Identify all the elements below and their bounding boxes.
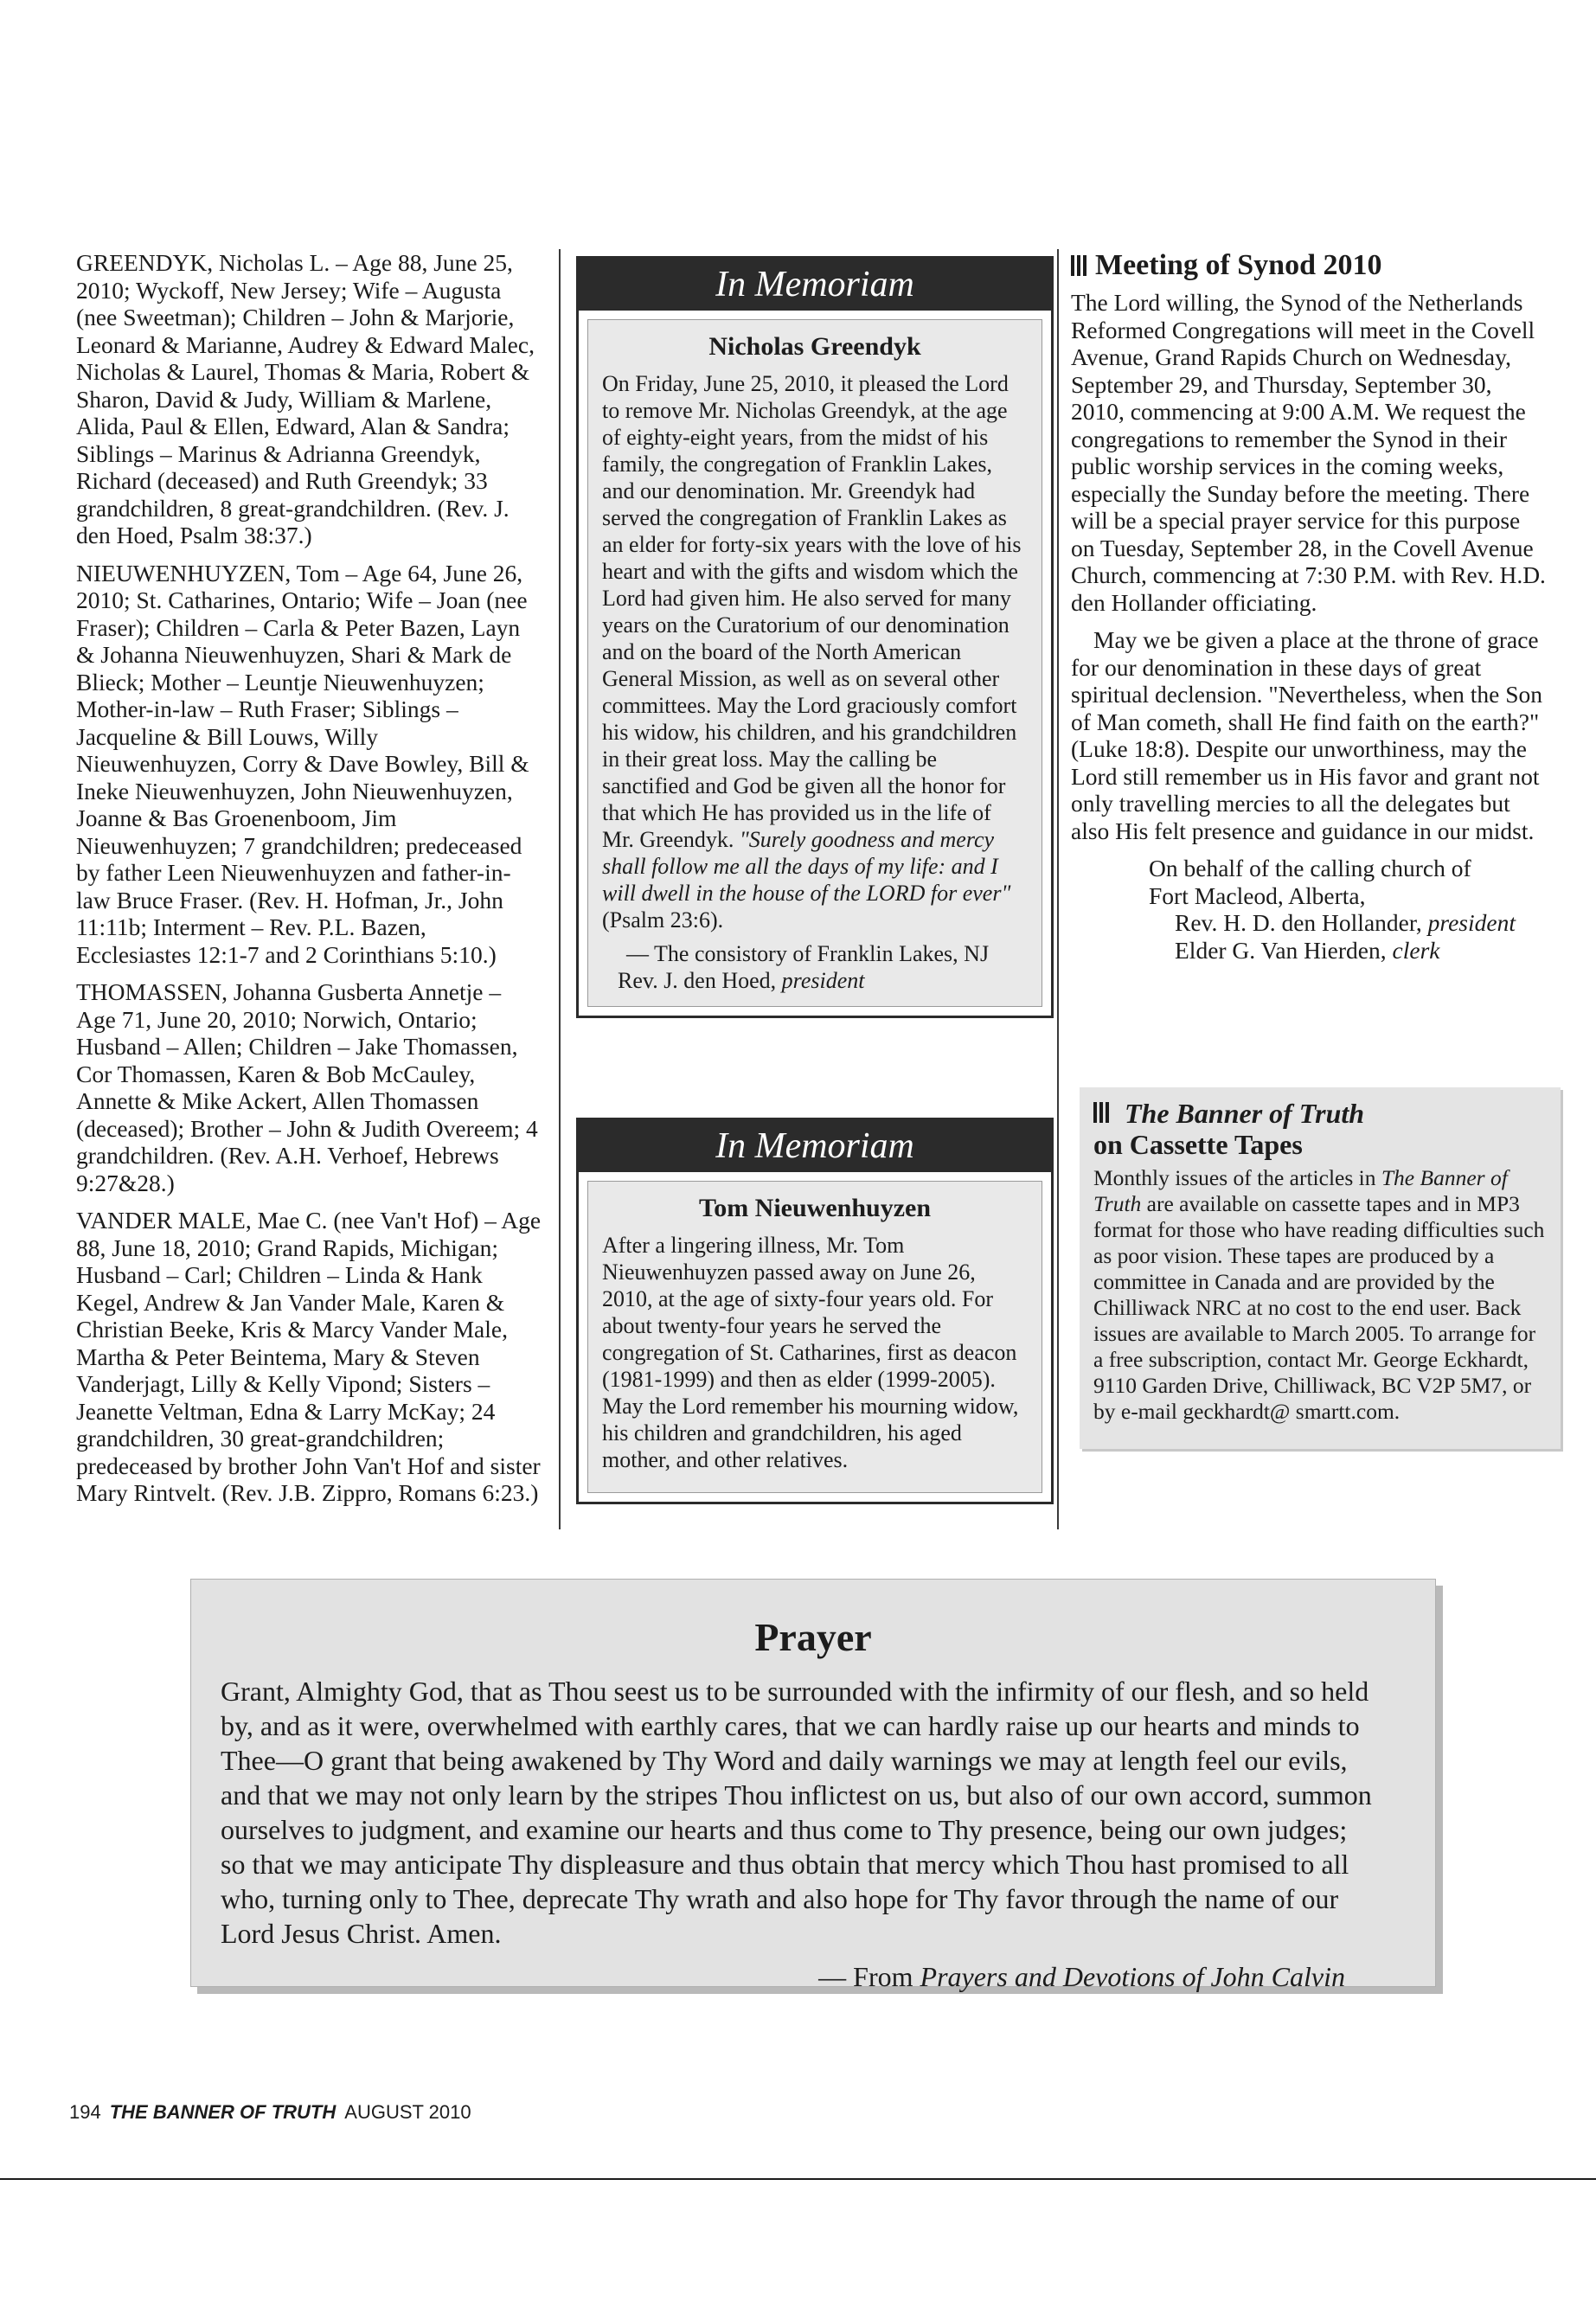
obituary-nieuwenhuyzen: NIEUWENHUYZEN, Tom – Age 64, June 26, 2010; St. Catharines, Ontario; Wife – Joan (nee Fraser); Children – Carla & Peter Bazen, Layn & Johanna Nieuwenhuyzen, Shari & Mark de Blieck; Mother – Leuntje Nieuwenhuyzen; Mother-in-law – Ruth Fraser; Siblings – Jacqueline & Bill Louws, Willy Nieuwenhuyzen, Corry & Dave Bowley, Bill & Ineke Nieuwenhuyzen, John Nieuwenhuyzen, Joanne & Bas Groenenboom, Jim Nieuwenhuyzen; 7 grandchildren; predeceased by father Leen Nieuwenhuyzen and father-in-law Bruce Fraser. (Rev. H. Hofman, Jr., John 11:11b; Interment – Rev. P.L. Bazen, Ecclesiastes 12:1-7 and 2 Corinthians 5:10.): [76, 559, 529, 968]
synod-sign-president: [1175, 909, 1547, 937]
synod-sign-line-1: On behalf of the calling church of: [1149, 855, 1471, 881]
cassette-title-rest: on Cassette Tapes: [1093, 1129, 1303, 1160]
memoriam-box-greendyk: [576, 256, 1054, 1018]
memoriam-body: [602, 370, 1028, 933]
cassette-body: [1093, 1165, 1550, 1425]
memoriam-signature: [618, 967, 1028, 994]
memoriam-quote-ref: (Psalm 23:6).: [602, 907, 724, 933]
memoriam-signature-name: Rev. J. den Hoed,: [618, 968, 777, 993]
prayer-box: [190, 1579, 1436, 1992]
bottom-edge-line: [0, 2178, 1596, 2180]
magazine-name: THE BANNER OF TRUTH: [109, 2101, 337, 2123]
cassette-tapes-box: [1080, 1087, 1561, 1449]
issue-date: AUGUST 2010: [344, 2101, 471, 2123]
cassette-body-pre: Monthly issues of the articles in: [1093, 1165, 1376, 1190]
cassette-heading: [1093, 1098, 1550, 1160]
page-footer: [69, 2101, 471, 2124]
prayer-source: [191, 1959, 1345, 1994]
obituaries-column: [76, 249, 543, 1517]
synod-sign-line-2: Fort Macleod, Alberta,: [1149, 881, 1366, 909]
cassette-title-italic: The Banner of Truth: [1125, 1098, 1365, 1129]
synod-paragraph-2: May we be given a place at the throne of grace for our denomination in these days of great spiritual declension. "Nevertheless, when the Son of Man cometh, shall He find faith on the earth?" (Luke 18:8). Despite our unworthiness, may the Lord still remember us in His favor and grant not only travelling mercies to all the delegates but also His felt presence and guidance in our midst.: [1071, 626, 1543, 844]
synod-signature-block: [1149, 855, 1547, 964]
prayer-title: Prayer: [754, 1615, 872, 1659]
obituary-greendyk: GREENDYK, Nicholas L. – Age 88, June 25, 2010; Wyckoff, New Jersey; Wife – Augusta (nee Sweetman); Children – John & Marjorie, Leonard & Marianne, Audrey & Edward Malec, Nicholas & Laurel, Thomas & Maria, Robert & Sharon, David & Judy, William & Marlene, Alida, Paul & Ellen, Edward, Alan & Sandra; Siblings – Marinus & Adrianna Greendyk, Richard (deceased) and Ruth Greendyk; 33 grandchildren, 8 great-grandchildren. (Rev. J. den Hoed, Psalm 38:37.): [76, 249, 535, 548]
synod-sign-clerk-name: Elder G. Van Hierden,: [1175, 936, 1387, 964]
memoriam-header: In Memoriam: [579, 1120, 1051, 1172]
memoriam-header: In Memoriam: [579, 259, 1051, 311]
prayer-text: Grant, Almighty God, that as Thou seest us to be surrounded with the infirmity of our flesh, and so held by, and as it were, overwhelmed with earthly cares, that we can hardly raise up our hearts and minds to Thee—O grant that being awakened by Thy Word and daily warnings we may at length feel our evils, and that we may not only learn by the stripes Thou inflictest on us, but also of our own accord, summon ourselves to judgment, and examine our hearts and thus come to Thy presence, being our own judges; so that we may anticipate Thy displeasure and thus obtain that mercy which Thou hast promised to all who, turning only to Thee, deprecate Thy wrath and also hope for Thy favor through the name of our Lord Jesus Christ. Amen.: [221, 1676, 1372, 1949]
synod-sign-president-name: Rev. H. D. den Hollander,: [1175, 909, 1422, 936]
obituary-thomassen: THOMASSEN, Johanna Gusberta Annetje – Age 71, June 20, 2010; Norwich, Ontario; Husband – Allen; Children – Jake Thomassen, Cor Thomassen, Karen & Bob McCauley, Annette & Mike Ackert, Allen Thomassen (deceased); Brother – John & Judith Overeem; 4 grandchildren. (Rev. A.H. Verhoef, Hebrews 9:27&28.): [76, 978, 538, 1196]
memoriam-signature-line: — The consistory of Franklin Lakes, NJ: [626, 941, 990, 966]
synod-paragraph-1: The Lord willing, the Synod of the Netherlands Reformed Congregations will meet in the Covell Avenue, Grand Rapids Church on Wednesday, September 29, and Thursday, September 30, 2010, commencing at 9:00 A.M. We request the congregations to remember the Synod in their public worship services in the coming weeks, especially the Sunday before the meeting. There will be a special prayer service for this purpose on Tuesday, September 28, in the Covell Avenue Church, commencing at 7:30 P.M. with Rev. H.D. den Hollander officiating.: [1071, 289, 1546, 616]
synod-sign-clerk-title: clerk: [1392, 936, 1440, 964]
synod-heading: [1071, 249, 1547, 282]
memoriam-inner: [587, 319, 1042, 1007]
column-divider-right: [1057, 249, 1059, 1529]
column-divider-left: [559, 249, 561, 1529]
synod-section: [1071, 249, 1547, 964]
prayer-source-title: Prayers and Devotions of John Calvin: [920, 1961, 1345, 1992]
section-bars-icon: [1071, 255, 1086, 276]
memoriam-inner: [587, 1181, 1042, 1493]
memoriam-name: Tom Nieuwenhuyzen: [698, 1194, 932, 1222]
cassette-body-italic: The Banner of Truth: [1093, 1165, 1508, 1216]
prayer-source-pre: — From: [818, 1961, 913, 1992]
memoriam-body: After a lingering illness, Mr. Tom Nieuwenhuyzen passed away on June 26, 2010, at the age of sixty-four years old. For about twenty-four years he served the congregation of St. Catharines, first as deacon (1981-1999) and then as elder (1999-2005). May the Lord remember his mourning widow, his children and grandchildren, his aged mother, and other relatives.: [602, 1233, 1019, 1472]
page-number: 194: [69, 2101, 101, 2123]
memoriam-box-nieuwenhuyzen: [576, 1118, 1054, 1504]
memoriam-name: Nicholas Greendyk: [708, 332, 921, 361]
synod-sign-clerk: [1175, 937, 1547, 965]
memoriam-quote: "Surely goodness and mercy shall follow me all the days of my life: and I will dwell in the house of the LORD for ever": [602, 827, 1011, 906]
cassette-body-post: are available on cassette tapes and in MP3 format for those who have reading difficulties such as poor vision. These tapes are produced by a committee in Canada and are provided by the Chilliwack NRC at no cost to the end user. Back issues are available to March 2005. To arrange for a free subscription, contact Mr. George Eckhardt, 9110 Garden Drive, Chilliwack, BC V2P 5M7, or by e-mail geckhardt@ smartt.com.: [1093, 1191, 1545, 1424]
obituary-vander-male: VANDER MALE, Mae C. (nee Van't Hof) – Age 88, June 18, 2010; Grand Rapids, Michigan; Husband – Carl; Children – Linda & Hank Kegel, Andrew & Jan Vander Male, Karen & Christian Beeke, Kris & Marcy Vander Male, Martha & Peter Beintema, Mary & Steven Vanderjagt, Lilly & Kelly Vipond; Sisters – Jeanette Veltman, Edna & Larry McKay; 24 grandchildren, 30 great-grandchildren; predeceased by brother John Van't Hof and sister Mary Rintvelt. (Rev. J.B. Zippro, Romans 6:23.): [76, 1207, 542, 1506]
memoriam-body-text: On Friday, June 25, 2010, it pleased the Lord to remove Mr. Nicholas Greendyk, at the age of eighty-eight years, from the midst of his family, the congregation of Franklin Lakes, and our denomination. Mr. Greendyk had served the congregation of Franklin Lakes as an elder for forty-six years with the love of his heart and with the gifts and wisdom which the Lord had given him. He also served for many years on the Curatorium of our denomination and on the board of the North American General Mission, as well as on several other committees. May the Lord graciously comfort his widow, his children, and his grandchildren in their great loss. May the calling be sanctified and God be given all the honor for that which He has provided us in the life of Mr. Greendyk.: [602, 371, 1022, 852]
synod-sign-president-title: president: [1427, 909, 1516, 936]
section-bars-icon: [1093, 1102, 1109, 1123]
memoriam-signature-title: president: [781, 968, 865, 993]
synod-title: Meeting of Synod 2010: [1095, 249, 1382, 281]
